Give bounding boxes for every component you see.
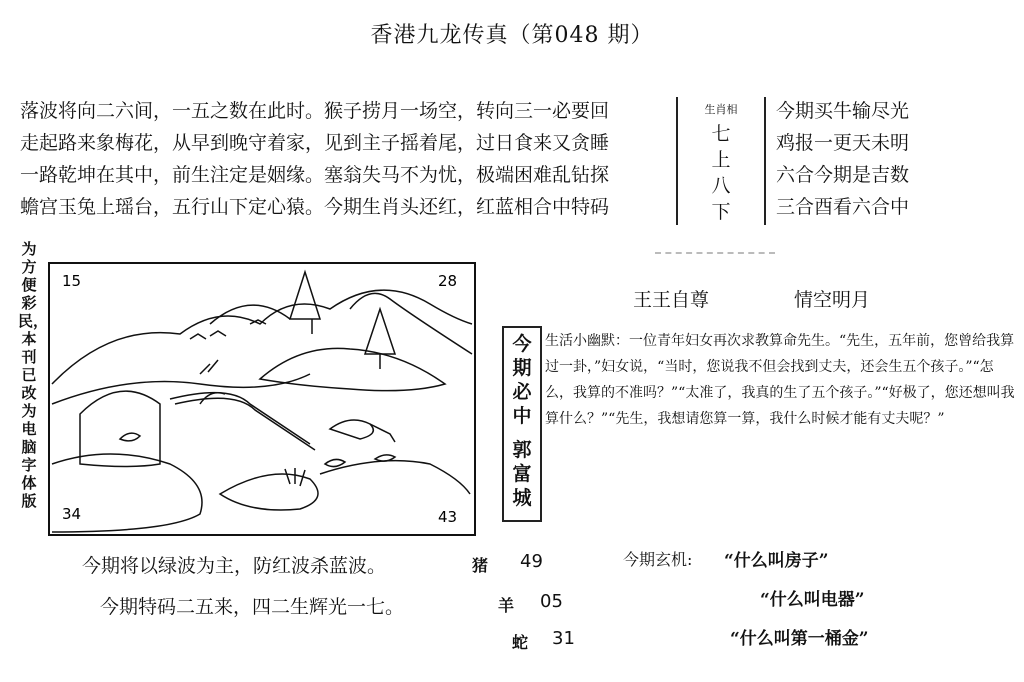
joke-label-box xyxy=(502,326,542,522)
joke-label-top: 今期必中 xyxy=(512,333,532,427)
verse-line: 六合今期是吉数 xyxy=(776,164,910,186)
corner-number-bl: 34 xyxy=(62,505,82,523)
verse-line: 今期买牛输尽光 xyxy=(776,100,910,122)
corner-number-tl: 15 xyxy=(62,272,82,290)
zodiac-animal: 羊 xyxy=(498,596,515,615)
verse-line: 鸡报一更天未明 xyxy=(776,132,910,154)
bottom-line-2: 今期特码二五来，四二生辉光一七。 xyxy=(100,596,405,618)
zodiac-box xyxy=(676,97,766,225)
side-vertical-notice: 为方便彩民，本刊已改为电脑字体版 xyxy=(18,240,49,510)
landscape-illustration xyxy=(50,264,474,534)
zodiac-box-label: 生肖相 xyxy=(704,103,738,116)
zodiac-char: 下 xyxy=(711,201,731,223)
corner-number-tr: 28 xyxy=(438,272,458,290)
xuanji-item: “什么叫第一桶金” xyxy=(730,629,869,649)
zodiac-number: 05 xyxy=(540,591,563,612)
joke-label-bottom: 郭富城 xyxy=(512,439,532,509)
page-title: 香港九龙传真（第048 期） xyxy=(370,23,654,48)
bottom-line-1: 今期将以绿波为主，防红波杀蓝波。 xyxy=(82,555,387,577)
zodiac-animal: 蛇 xyxy=(512,633,529,652)
joke-text: 生活小幽默：一位青年妇女再次求教算命先生。“先生，五年前，您曾给我算过一卦，”妇女说，“当时，您说我不但会找到丈夫，还会生五个孩子。”“怎么，我算的不准吗？”“太准了，我真的生了五个孩子。”“好极了，您还想叫我算什么？”“先生，我想请您算一算，我什么时候才能有丈夫呢？” xyxy=(545,333,1015,427)
zodiac-number: 31 xyxy=(552,628,575,649)
poem-line: 走起路来象梅花，从早到晚守着家，见到主子摇着尾，过日食来又贪睡 xyxy=(20,132,610,154)
poem-line: 一路乾坤在其中，前生注定是姻缘。塞翁失马不为忧，极端困难乱钻探 xyxy=(20,164,610,186)
zodiac-char: 上 xyxy=(711,149,731,171)
xuanji-item: “什么叫电器” xyxy=(760,590,865,610)
right-verse xyxy=(776,95,909,223)
illustration xyxy=(48,262,476,536)
zodiac-char: 八 xyxy=(711,175,731,197)
corner-number-br: 43 xyxy=(438,508,458,526)
xuanji-label: 今期玄机: xyxy=(623,550,693,569)
poem-block xyxy=(20,95,660,223)
zodiac-animal: 猪 xyxy=(472,556,489,575)
poem-line: 落波将向二六间，一五之数在此时。猴子捞月一场空，转向三一必要回 xyxy=(20,100,610,122)
poem-line: 蟾宫玉兔上瑶台，五行山下定心猿。今期生肖头还红，红蓝相合中特码 xyxy=(20,196,610,218)
verse-line: 三合酉看六合中 xyxy=(776,196,910,218)
xuanji-item: “什么叫房子” xyxy=(724,551,829,571)
zodiac-char: 七 xyxy=(711,123,731,145)
phrase-right: 情空明月 xyxy=(794,289,871,311)
phrase-left: 王王自尊 xyxy=(633,289,710,311)
zodiac-number: 49 xyxy=(520,551,543,572)
divider xyxy=(655,252,775,254)
